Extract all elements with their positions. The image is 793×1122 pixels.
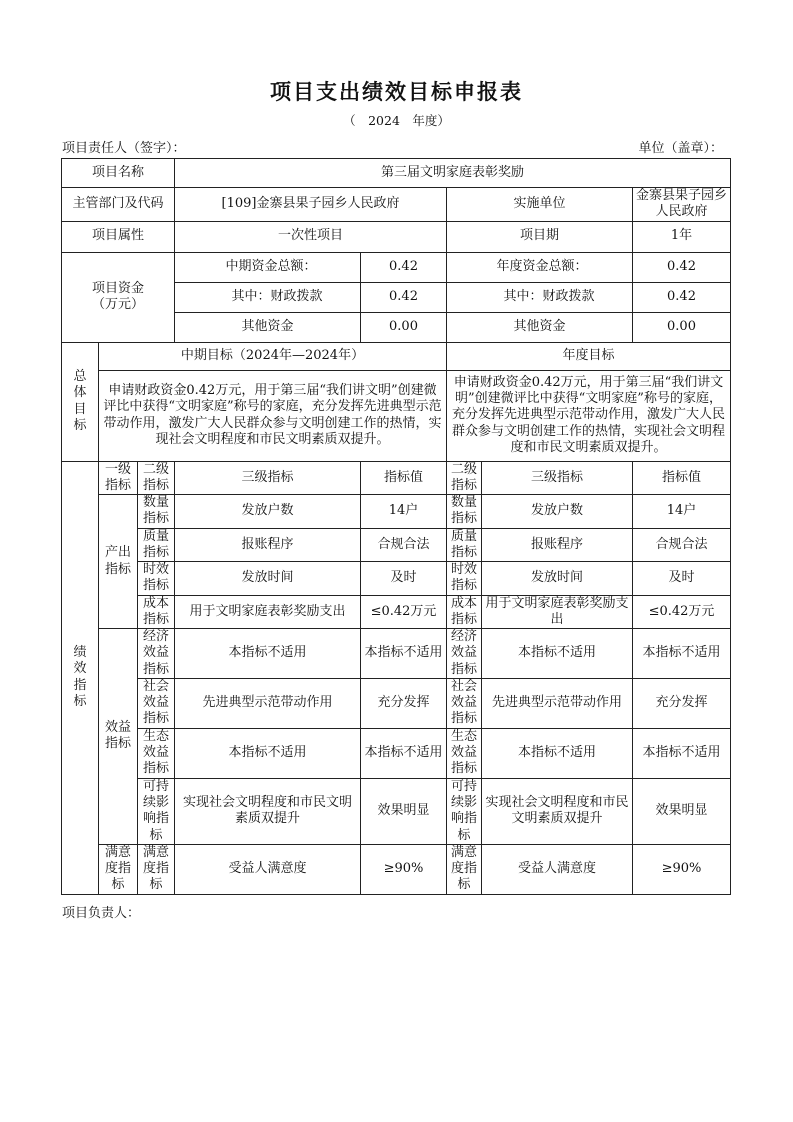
period-label: 项目期: [447, 221, 633, 252]
period-value: 1年: [633, 221, 731, 252]
row-level2: 满意度指标: [138, 844, 175, 894]
mid-other-label: 其他资金: [175, 312, 361, 342]
project-leader-label: 项目负责人：: [62, 906, 141, 921]
row-level3: 报账程序: [175, 528, 361, 562]
year-total-label: 年度资金总额：: [447, 252, 633, 282]
responsible-signature-label: 项目责任人（签字）：: [62, 141, 186, 156]
year-fiscal-value: 0.42: [633, 282, 731, 312]
row-level3-year: 实现社会文明程度和市民文明素质双提升: [482, 778, 633, 844]
row-value-year: 及时: [633, 562, 731, 596]
row-level2-year: 时效指标: [447, 562, 482, 596]
row-value-year: ≤0.42万元: [633, 595, 731, 629]
row-value: ≤0.42万元: [361, 595, 447, 629]
mid-total-label: 中期资金总额：: [175, 252, 361, 282]
row-level3: 实现社会文明程度和市民文明素质双提升: [175, 778, 361, 844]
year-goal-header: 年度目标: [447, 342, 731, 370]
row-level3: 用于文明家庭表彰奖励支出: [175, 595, 361, 629]
row-level2: 社会效益指标: [138, 678, 175, 728]
row-level2: 成本指标: [138, 595, 175, 629]
header-level2-year: 二级指标: [447, 461, 482, 495]
header-value: 指标值: [361, 461, 447, 495]
row-value-year: 充分发挥: [633, 678, 731, 728]
mid-fiscal-label: 其中：财政拨款: [175, 282, 361, 312]
row-level2-year: 成本指标: [447, 595, 482, 629]
row-value: 效果明显: [361, 778, 447, 844]
row-level3-year: 受益人满意度: [482, 844, 633, 894]
row-level2-year: 生态效益指标: [447, 728, 482, 778]
row-value-year: 14户: [633, 495, 731, 529]
header-level2: 二级指标: [138, 461, 175, 495]
impl-unit-label: 实施单位: [447, 188, 633, 222]
row-level3-year: 发放时间: [482, 562, 633, 596]
funds-label-text: 项目资金（万元）: [91, 280, 144, 312]
attr-label: 项目属性: [62, 221, 175, 252]
year-goal-text: 申请财政资金0.42万元，用于第三届“我们讲文明”创建微评比中获得“文明家庭”称号的家庭，充分发挥先进典型示范带动作用，激发广大人民群众参与文明创建工作的热情，实现社会文明程度和市民文明素质双提升。: [447, 370, 731, 461]
row-level3: 发放时间: [175, 562, 361, 596]
benefit-indicator-label-text: 效益指标: [104, 720, 131, 752]
row-level2: 数量指标: [138, 495, 175, 529]
header-value-year: 指标值: [633, 461, 731, 495]
unit-seal-label: 单位（盖章）：: [638, 141, 723, 156]
performance-target-table: [61, 158, 731, 895]
row-level3: 本指标不适用: [175, 629, 361, 679]
fiscal-year: （ 2024 年度）: [343, 113, 450, 128]
year-fiscal-label: 其中：财政拨款: [447, 282, 633, 312]
row-level2: 质量指标: [138, 528, 175, 562]
header-level3: 三级指标: [175, 461, 361, 495]
dept-label: 主管部门及代码: [62, 188, 175, 222]
impl-unit-value: 金寨县果子园乡人民政府: [633, 188, 731, 222]
row-level2: 时效指标: [138, 562, 175, 596]
row-level3: 受益人满意度: [175, 844, 361, 894]
year-other-value: 0.00: [633, 312, 731, 342]
header-level3-year: 三级指标: [482, 461, 633, 495]
row-level3: 发放户数: [175, 495, 361, 529]
row-level3-year: 先进典型示范带动作用: [482, 678, 633, 728]
row-value: 及时: [361, 562, 447, 596]
row-value: 本指标不适用: [361, 728, 447, 778]
row-level3-year: 本指标不适用: [482, 629, 633, 679]
row-level3-year: 报账程序: [482, 528, 633, 562]
mid-fiscal-value: 0.42: [361, 282, 447, 312]
row-level2-year: 满意度指标: [447, 844, 482, 894]
row-value-year: 效果明显: [633, 778, 731, 844]
row-value-year: 本指标不适用: [633, 629, 731, 679]
row-value: 14户: [361, 495, 447, 529]
row-value: 充分发挥: [361, 678, 447, 728]
row-level3: 本指标不适用: [175, 728, 361, 778]
mid-total-value: 0.42: [361, 252, 447, 282]
row-level3-year: 发放户数: [482, 495, 633, 529]
row-value: ≥90%: [361, 844, 447, 894]
attr-value: 一次性项目: [175, 221, 447, 252]
mid-goal-header: 中期目标（2024年—2024年）: [99, 342, 447, 370]
row-value: 本指标不适用: [361, 629, 447, 679]
output-indicator-label-text: 产出指标: [104, 545, 131, 577]
row-level2-year: 质量指标: [447, 528, 482, 562]
row-level2-year: 可持续影响指标: [447, 778, 482, 844]
year-other-label: 其他资金: [447, 312, 633, 342]
row-value-year: 本指标不适用: [633, 728, 731, 778]
header-level1: 一级指标: [99, 461, 138, 495]
mid-other-value: 0.00: [361, 312, 447, 342]
row-level2: 生态效益指标: [138, 728, 175, 778]
dept-value: [109]金寨县果子园乡人民政府: [175, 188, 447, 222]
project-name-label: 项目名称: [62, 159, 175, 188]
row-level2-year: 经济效益指标: [447, 629, 482, 679]
row-level3-year: 用于文明家庭表彰奖励支出: [482, 595, 633, 629]
overall-goal-label: [62, 342, 99, 461]
performance-label: [62, 461, 99, 894]
row-value-year: 合规合法: [633, 528, 731, 562]
project-name-value: 第三届文明家庭表彰奖励: [175, 159, 731, 188]
performance-label-text: 绩效指标: [73, 645, 87, 709]
mid-goal-text: 申请财政资金0.42万元，用于第三届“我们讲文明”创建微评比中获得“文明家庭”称号的家庭，充分发挥先进典型示范带动作用，激发广大人民群众参与文明创建工作的热情，实现社会文明程度和市民文明素质双提升。: [99, 370, 447, 461]
benefit-indicator-label: [99, 629, 138, 845]
satisfaction-indicator-label: [99, 844, 138, 894]
row-level2-year: 数量指标: [447, 495, 482, 529]
satisfaction-indicator-label-text: 满意度指标: [104, 844, 131, 893]
row-level2-year: 社会效益指标: [447, 678, 482, 728]
row-level2: 经济效益指标: [138, 629, 175, 679]
funds-label: [62, 252, 175, 342]
row-value: 合规合法: [361, 528, 447, 562]
output-indicator-label: [99, 495, 138, 629]
row-level2: 可持续影响指标: [138, 778, 175, 844]
form-title: 项目支出绩效目标申报表: [270, 79, 523, 104]
overall-goal-label-text: 总体目标: [73, 369, 87, 433]
row-level3: 先进典型示范带动作用: [175, 678, 361, 728]
row-value-year: ≥90%: [633, 844, 731, 894]
row-level3-year: 本指标不适用: [482, 728, 633, 778]
year-total-value: 0.42: [633, 252, 731, 282]
